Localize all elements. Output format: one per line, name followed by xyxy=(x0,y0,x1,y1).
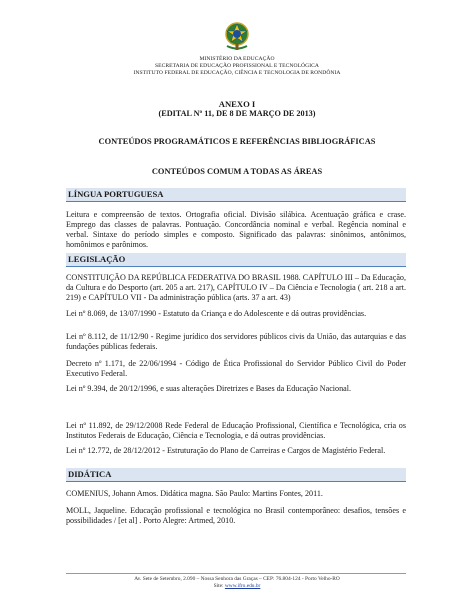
legislation-item: Lei nº 9.394, de 20/12/1996, e suas alterações Diretrizes e Bases da Educação Nacional. xyxy=(66,384,352,393)
section-didatica: DIDÁTICA xyxy=(66,468,406,482)
institute-line: INSTITUTO FEDERAL DE EDUCAÇÃO, CIÊNCIA E TECNOLOGIA DE RONDÔNIA xyxy=(133,70,341,76)
footer-divider xyxy=(66,573,406,574)
legislation-item: Lei nº 12.772, de 28/12/2012 - Estruturação do Plano de Carreiras e Cargos de Magistério Federal. xyxy=(66,446,386,455)
legislation-item: Lei nº 8.112, de 11/12/90 - Regime jurídico dos servidores públicos civis da União, das autarquias e das fundações públicas federais. xyxy=(66,332,406,351)
footer-site-label: Site: xyxy=(213,583,224,589)
section-legislacao: LEGISLAÇÃO xyxy=(66,253,406,267)
contents-heading: CONTEÚDOS PROGRAMÁTICOS E REFERÊNCIAS BIBLIOGRÁFICAS xyxy=(98,137,376,146)
footer-address: Av. Sete de Setembro, 2.090 – Nossa Senhora das Graças – CEP: 76.804-124 - Porto Velho-RO xyxy=(134,576,340,582)
bibliography-item: COMENIUS, Johann Amos. Didática magna. São Paulo: Martins Fontes, 2011. xyxy=(66,489,323,498)
footer-site-link[interactable]: www.ifro.edu.br xyxy=(224,583,261,589)
brazil-coat-of-arms-icon xyxy=(222,20,252,52)
common-contents-heading: CONTEÚDOS COMUM A TODAS AS ÁREAS xyxy=(151,167,323,176)
legislation-item: CONSTITUIÇÃO DA REPÚBLICA FEDERATIVA DO BRASIL 1988. CAPÍTULO III – Da Educação, da Cultura e do Desporto (art. 205 a art. 217), CAPÍTULO IV – Da Ciência e Tecnologia ( art. 218 a art. 219) e CAPÍTULO VII - Da administração pública (arts. 37 a art. 43) xyxy=(66,273,406,302)
section-lingua-portuguesa: LÍNGUA PORTUGUESA xyxy=(66,188,406,202)
ministry-line: MINISTÉRIO DA EDUCAÇÃO xyxy=(199,56,275,62)
lingua-paragraph: Leitura e compreensão de textos. Ortografia oficial. Divisão silábica. Acentuação gráfica e crase. Emprego das classes de palavras. Pontuação. Concordância nominal e verbal. Regência nominal e verbal. Sintaxe do período simples e composto. Significado das palavras: sinônimos, antônimos, homônimos e parônimos. xyxy=(66,210,406,249)
secretariat-line: SECRETARIA DE EDUCAÇÃO PROFISSIONAL E TECNOLÓGICA xyxy=(154,63,320,69)
legislation-item: Lei nº 8.069, de 13/07/1990 - Estatuto da Criança e do Adolescente e dá outras providências. xyxy=(66,309,367,318)
legislation-item: Decreto nº 1.171, de 22/06/1994 - Código de Ética Profissional do Servidor Público Civil do Poder Executivo Federal. xyxy=(66,359,406,378)
annex-title: ANEXO I xyxy=(218,99,256,109)
footer-site xyxy=(0,583,474,590)
edital-subtitle: (EDITAL Nº 11, DE 8 DE MARÇO DE 2013) xyxy=(158,109,316,118)
legislation-item: Lei nº 11.892, de 29/12/2008 Rede Federal de Educação Profissional, Científica e Tecnológica, cria os Institutos Federais de Educação, Ciência e Tecnologia, e dá outras providências. xyxy=(66,421,406,440)
bibliography-item: MOLL, Jaqueline. Educação profissional e tecnológica no Brasil contemporâneo: desafios, tensões e possibilidades / [et al] . Porto Alegre: Artmed, 2010. xyxy=(66,506,406,525)
